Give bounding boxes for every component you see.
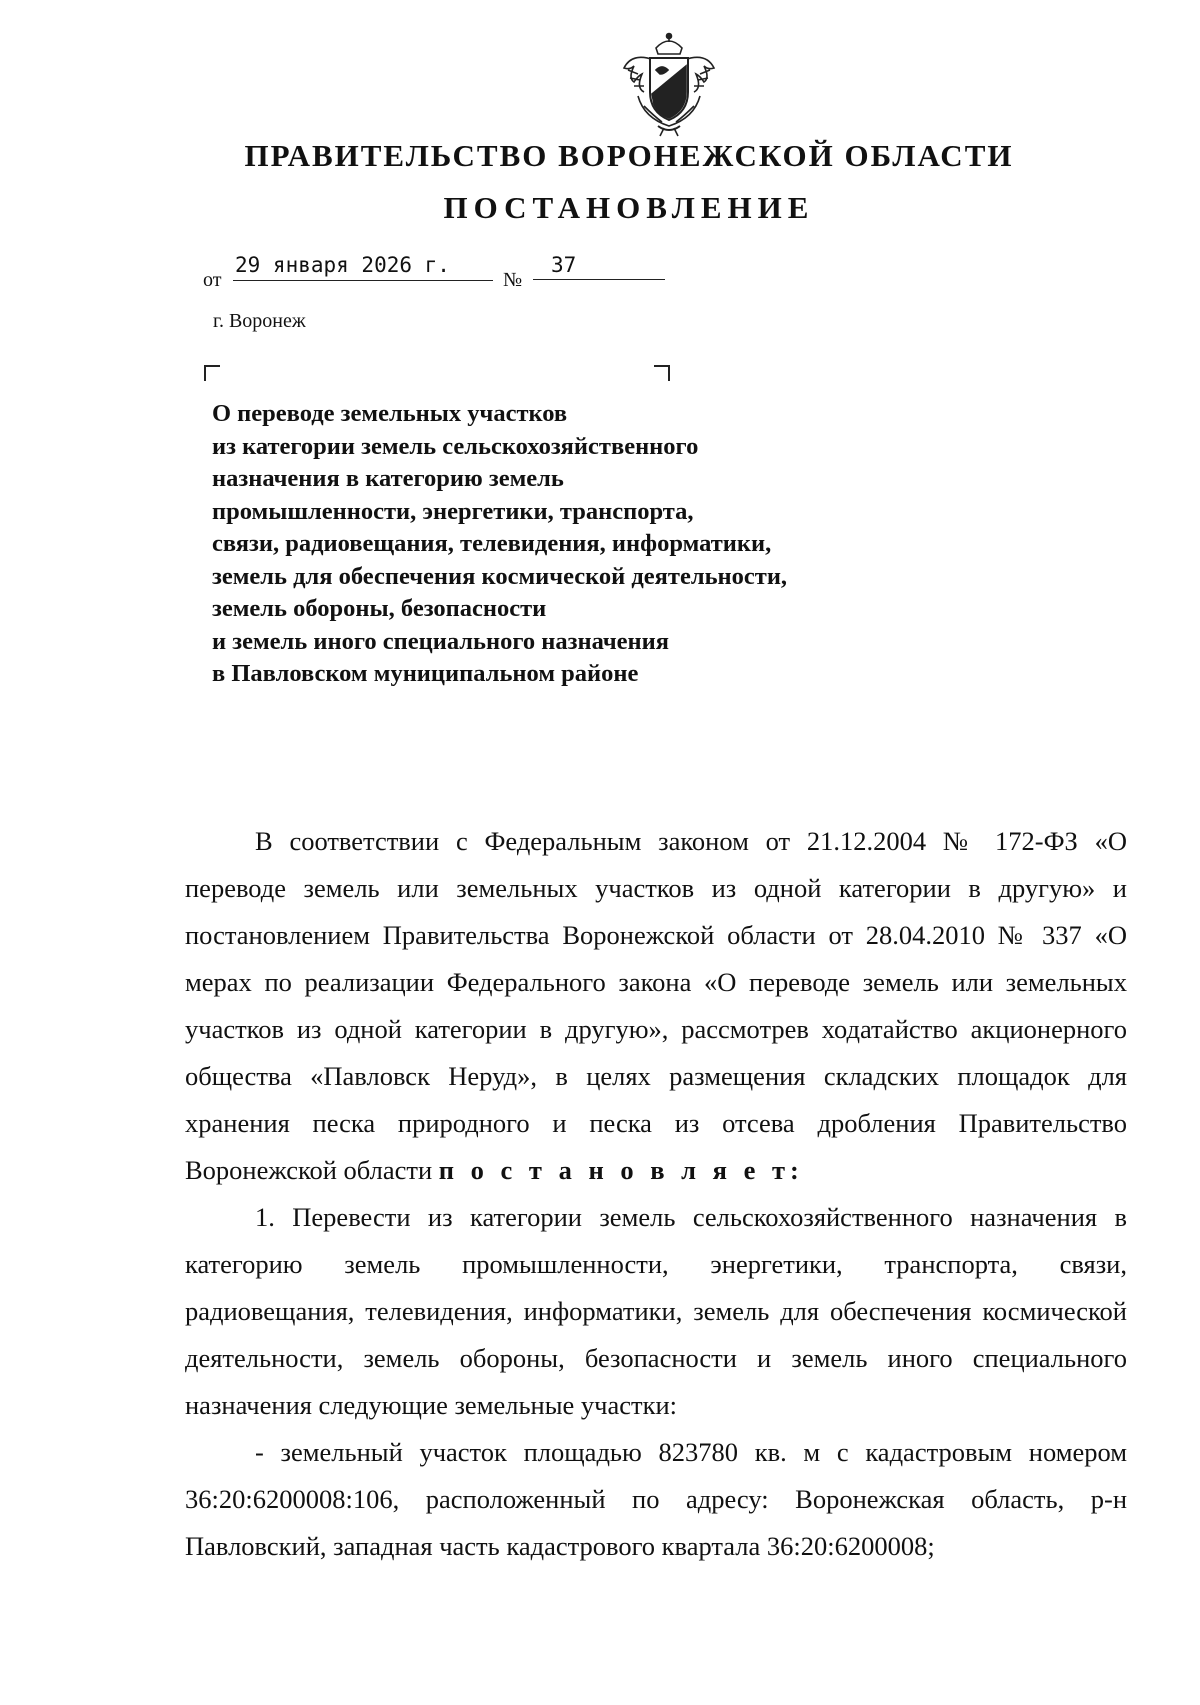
subject-line: промышленности, энергетики, транспорта, bbox=[212, 497, 694, 525]
subject-line: связи, радиовещания, телевидения, информатики, bbox=[212, 530, 772, 557]
date-number-line bbox=[203, 250, 673, 290]
item-1-plot-paragraph: - земельный участок площадью 823780 кв. м с кадастровым номером 36:20:6200008:106, расположенный по адресу: Воронежская область, р-н Павловский, западная часть кадастрового квартала 36:20:6200008; bbox=[185, 1437, 1127, 1561]
voronezh-coat-of-arms-icon bbox=[614, 30, 724, 140]
subject-line: из категории земель сельскохозяйственного bbox=[212, 432, 699, 460]
subject-line: и земель иного специального назначения bbox=[212, 627, 670, 655]
subject-line: земель обороны, безопасности bbox=[212, 595, 547, 622]
subject-line: земель для обеспечения космической деятельности, bbox=[212, 562, 788, 590]
subject-line: О переводе земельных участков bbox=[212, 400, 568, 427]
number-prefix: № bbox=[503, 269, 523, 291]
document-type: ПОСТАНОВЛЕНИЕ bbox=[443, 190, 815, 225]
preamble-text: В соответствии с Федеральным законом от 21.12.2004 № 172-ФЗ «О переводе земель или земельных участков из одной категории в другую» и постановлением Правительства Воронежской области от 28.04.2010 № 337 «О мерах по реализации Федерального закона «О переводе земель или земельных участков из одной категории в другую», рассмотрев ходатайство акционерного общества «Павловск Неруд», в целях размещения складских площадок для хранения песка природного и песка из отсева дробления Правительство Воронежской области bbox=[185, 826, 1127, 1185]
document-subject bbox=[212, 398, 932, 691]
government-title: ПРАВИТЕЛЬСТВО ВОРОНЕЖСКОЙ ОБЛАСТИ bbox=[244, 138, 1014, 173]
resolves-text: п о с т а н о в л я е т: bbox=[438, 1155, 804, 1185]
left-corner-mark bbox=[204, 365, 220, 381]
item-1-paragraph: 1. Перевести из категории земель сельскохозяйственного назначения в категорию земель промышленности, энергетики, транспорта, связи, радиовещания, телевидения, информатики, земель для обеспечения космической деятельности, земель обороны, безопасности и земель иного специального назначения следующие земельные участки: bbox=[185, 1202, 1127, 1420]
date-prefix: от bbox=[203, 269, 222, 291]
document-date: 29 января 2026 г. bbox=[233, 250, 493, 281]
right-corner-mark bbox=[654, 365, 670, 381]
subject-line: назначения в категорию земель bbox=[212, 465, 564, 492]
preamble-paragraph bbox=[185, 818, 1127, 1194]
document-body bbox=[185, 818, 1127, 1570]
city-name: г. Воронеж bbox=[213, 310, 306, 332]
document-number: 37 bbox=[533, 250, 665, 280]
subject-line: в Павловском муниципальном районе bbox=[212, 660, 639, 687]
